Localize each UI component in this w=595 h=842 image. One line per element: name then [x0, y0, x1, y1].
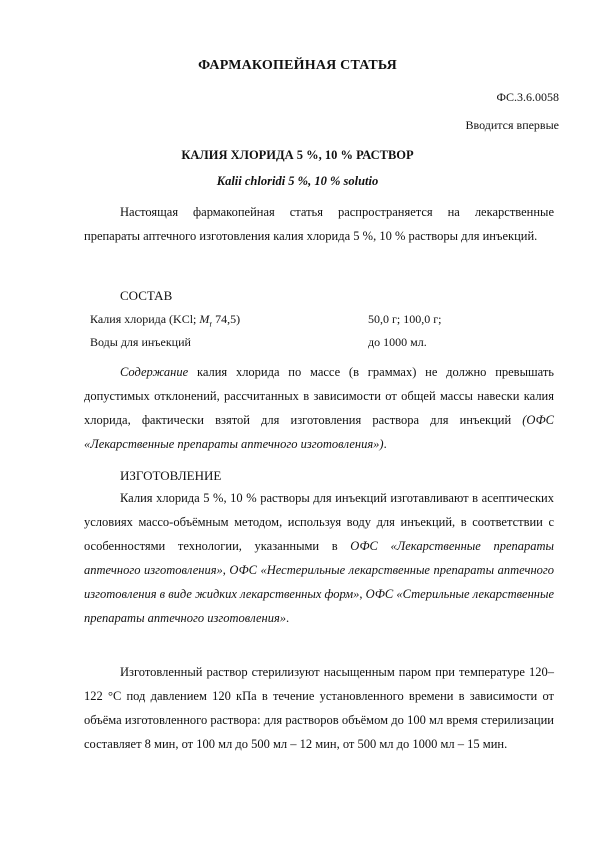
- composition-row-value: до 1000 мл.: [368, 335, 427, 349]
- separator: ,: [222, 563, 230, 577]
- composition-row-label: [90, 312, 240, 328]
- sentence-end: .: [286, 611, 290, 625]
- manufacture-text: Калия хлорида 5 %, 10 % растворы для инъекций изготавливают в асептических условиях массо-объёмным методом, используя воду для инъекций, в соответствии с особенностями технологии, указанными в: [84, 491, 554, 553]
- molar-mass-subscript: r: [209, 319, 213, 329]
- content-reference: (ОФС «Лекарственные препараты аптечного изготовления»): [84, 413, 554, 451]
- introduced-note: Вводится впервые: [465, 118, 559, 132]
- content-paragraph: [84, 360, 554, 456]
- reference-link: ОФС «Стерильные лекарственные препараты аптечного изготовления»: [84, 587, 555, 625]
- content-term: Содержание: [120, 365, 189, 379]
- document-title: ФАРМАКОПЕЙНАЯ СТАТЬЯ: [198, 58, 397, 73]
- section-heading-composition: СОСТАВ: [120, 288, 173, 303]
- composition-label-start: Калия хлорида (KCl;: [90, 312, 200, 326]
- content-text: калия хлорида по массе (в граммах) не должно превышать допустимых отклонений, рассчитанных в зависимости от общей массы навески калия хлорида, фактически взятой для изготовления раствора для инъекций: [84, 365, 554, 427]
- monograph-code: ФС.3.6.0058: [496, 90, 559, 104]
- reference-link: ОФС «Нестерильные лекарственные препараты аптечного изготовления в виде жидких лекарственных форм»: [84, 563, 555, 601]
- section-heading-manufacture: ИЗГОТОВЛЕНИЕ: [120, 468, 222, 483]
- molar-mass-symbol: M: [199, 312, 210, 326]
- composition-row-label: Воды для инъекций: [90, 335, 191, 349]
- sterilization-paragraph: Изготовленный раствор стерилизуют насыщенным паром при температуре 120–122 °С под давлением 120 кПа в течение установленного времени в зависимости от объёма изготовленного раствора: для растворов объёмом до 100 мл время стерилизации составляет 8 мин, от 100 мл до 500 мл – 12 мин, от 500 мл до 1000 мл – 15 мин.: [84, 665, 554, 751]
- latin-name: Kalii chloridi 5 %, 10 % solutio: [216, 174, 379, 188]
- content-end: .: [383, 437, 387, 451]
- manufacture-paragraph: [84, 486, 554, 630]
- reference-link: ОФС «Лекарственные препараты аптечного изготовления»: [84, 539, 554, 577]
- composition-label-end: 74,5): [212, 312, 241, 326]
- monograph-name: КАЛИЯ ХЛОРИДА 5 %, 10 % РАСТВОР: [181, 148, 414, 162]
- intro-paragraph: Настоящая фармакопейная статья распространяется на лекарственные препараты аптечного изготовления калия хлорида 5 %, 10 % растворы для инъекций.: [84, 205, 554, 243]
- separator: ,: [359, 587, 366, 601]
- composition-row-value: 50,0 г; 100,0 г;: [368, 312, 442, 326]
